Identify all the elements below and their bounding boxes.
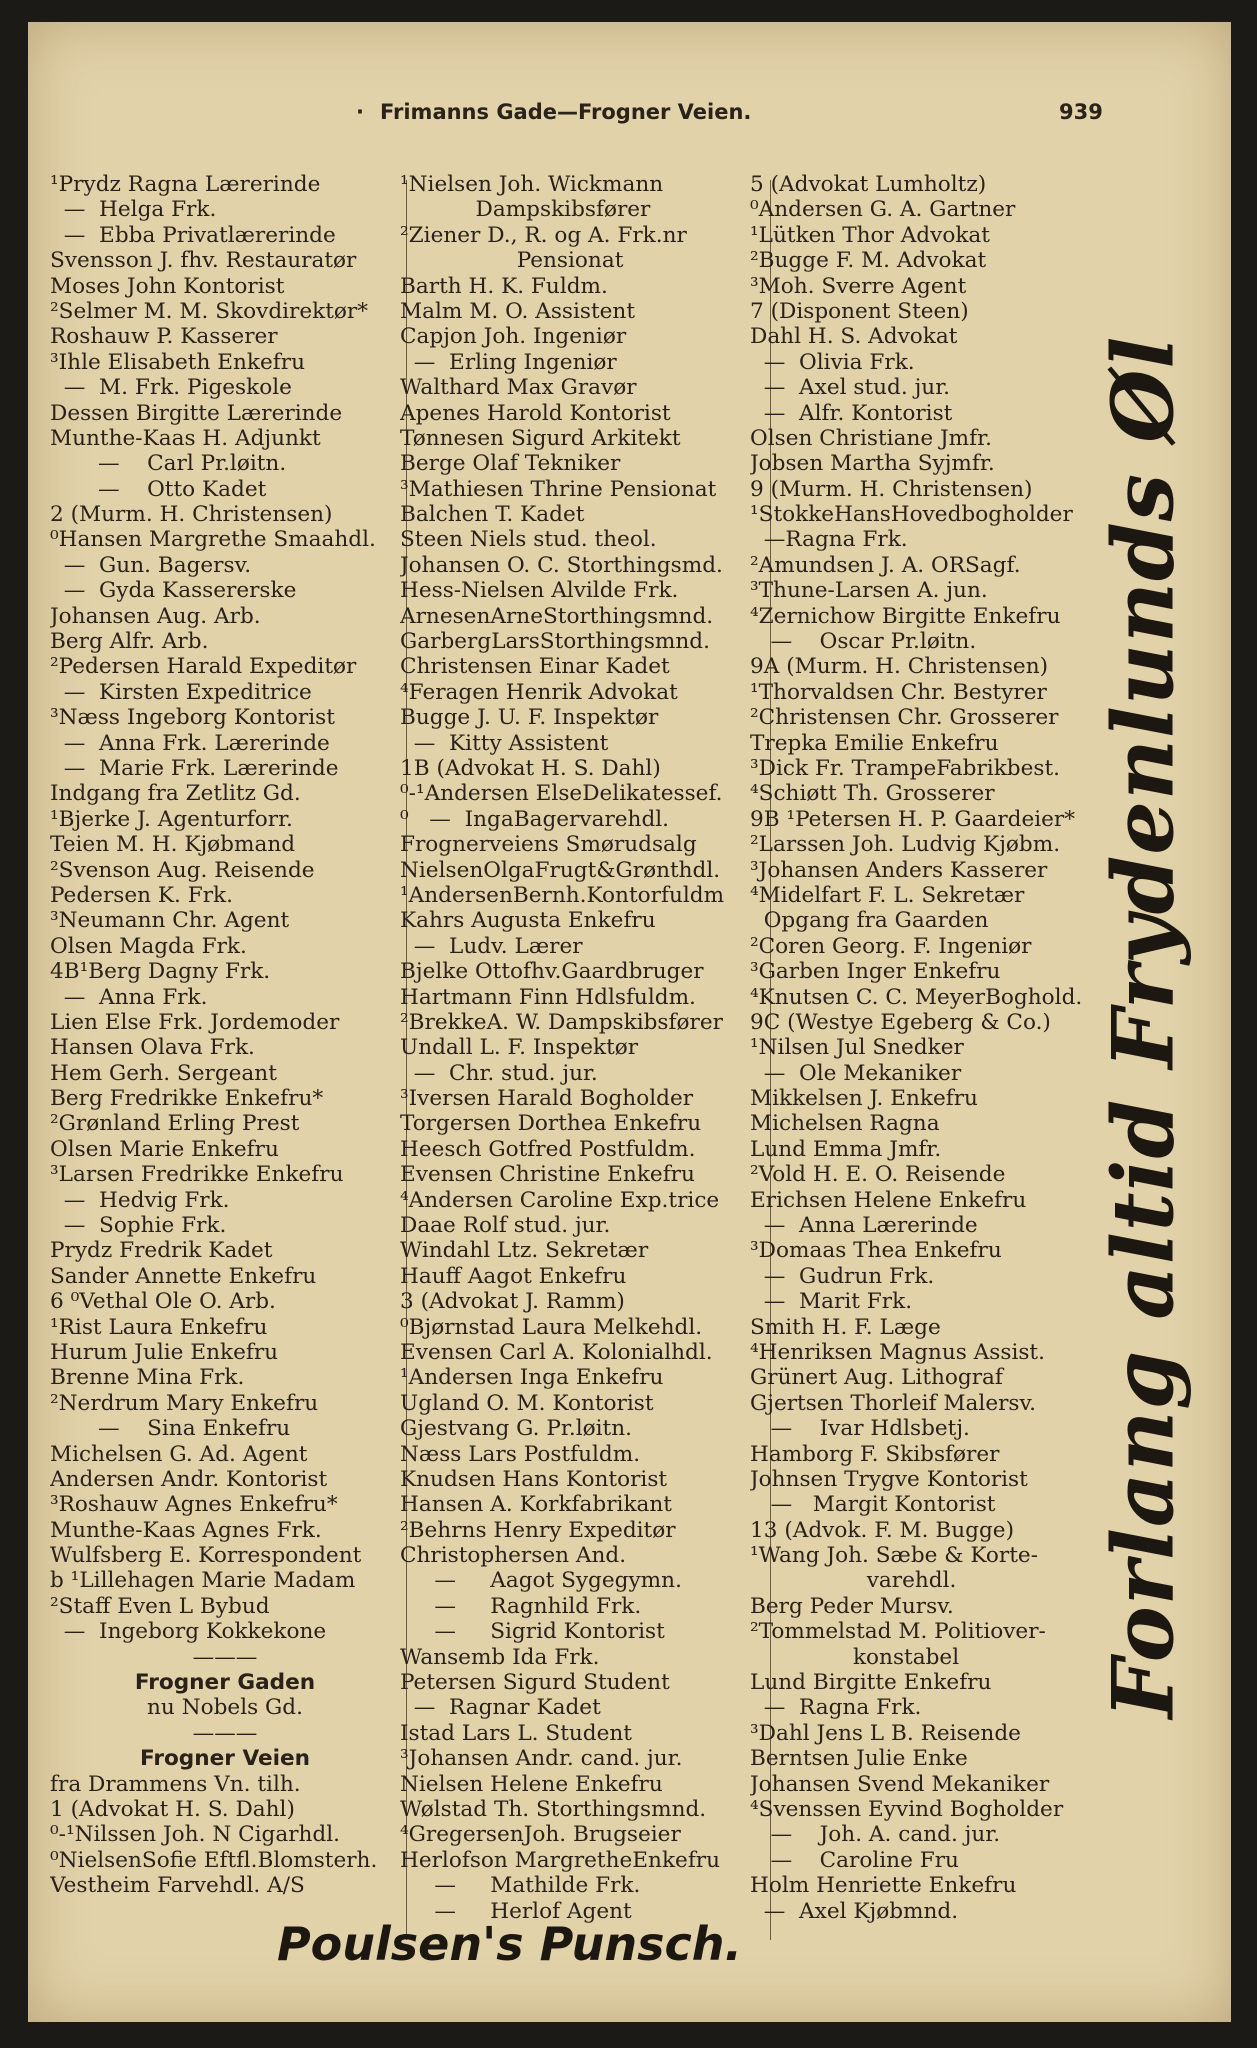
directory-entry: ³Iversen Harald Bogholder xyxy=(400,1086,694,1112)
directory-entry: 2 (Murm. H. Christensen) xyxy=(50,502,333,528)
directory-entry: Smith H. F. Læge xyxy=(750,1314,941,1340)
directory-entry: Berg Peder Mursv. xyxy=(750,1593,954,1619)
frydenlunds-ad-text: Forlang altid Frydenlunds Øl xyxy=(1093,335,1193,1719)
directory-entry: Ugland O. M. Kontorist xyxy=(400,1390,654,1416)
directory-entry: NielsenOlgaFrugt&Grønthdl. xyxy=(400,857,721,883)
directory-entry: fra Drammens Vn. tilh. xyxy=(50,1771,301,1797)
directory-entry: ³Roshauw Agnes Enkefru* xyxy=(50,1492,338,1518)
directory-entry: Roshauw P. Kasserer xyxy=(50,324,278,350)
directory-entry: Hansen Olava Frk. xyxy=(50,1035,255,1061)
directory-entry: Brenne Mina Frk. xyxy=(50,1365,245,1391)
directory-entry: Johnsen Trygve Kontorist xyxy=(750,1466,1028,1492)
directory-entry: Berg Alfr. Arb. xyxy=(50,629,209,655)
directory-entry: Næss Lars Postfuldm. xyxy=(400,1441,641,1467)
directory-entry: Johansen O. C. Storthingsmd. xyxy=(400,552,723,578)
directory-entry: ²Amundsen J. A. ORSagf. xyxy=(750,552,1021,578)
directory-entry: ²Christensen Chr. Grosserer xyxy=(750,705,1059,731)
directory-entry: Christensen Einar Kadet xyxy=(400,654,670,680)
directory-entry: — Hedvig Frk. xyxy=(50,1187,230,1213)
directory-entry: ⁴Henriksen Magnus Assist. xyxy=(750,1339,1045,1365)
directory-entry: — Anna Frk. Lærerinde xyxy=(50,730,330,756)
directory-entry: Andersen Andr. Kontorist xyxy=(50,1466,328,1492)
page-header xyxy=(28,100,1231,134)
directory-entry: ³Neumann Chr. Agent xyxy=(50,908,290,934)
directory-entry: Munthe-Kaas H. Adjunkt xyxy=(50,425,321,451)
directory-entry: — Helga Frk. xyxy=(50,197,217,223)
directory-entry: Tønnesen Sigurd Arkitekt xyxy=(400,425,681,451)
directory-entry: ¹Lütken Thor Advokat xyxy=(750,222,990,248)
directory-entry: — Ebba Privatlærerinde xyxy=(50,222,336,248)
directory-entry: Knudsen Hans Kontorist xyxy=(400,1466,668,1492)
directory-entry: — Joh. A. cand. jur. xyxy=(750,1822,1001,1848)
directory-entry: ³Moh. Sverre Agent xyxy=(750,273,967,299)
directory-entry: 13 (Advok. F. M. Bugge) xyxy=(750,1517,1015,1543)
directory-entry: Sander Annette Enkefru xyxy=(50,1263,317,1289)
directory-entry: ¹Prydz Ragna Lærerinde xyxy=(50,172,321,197)
directory-entry: Gjestvang G. Pr.løitn. xyxy=(400,1416,632,1442)
directory-entry: ³Dahl Jens L B. Reisende xyxy=(750,1720,1021,1746)
directory-entry: Frognerveiens Smørudsalg xyxy=(400,832,697,858)
directory-entry: — Anna Lærerinde xyxy=(750,1213,978,1239)
directory-entry: 9A (Murm. H. Christensen) xyxy=(750,654,1049,680)
directory-entry: Berge Olaf Tekniker xyxy=(400,451,621,477)
directory-entry: — Chr. stud. jur. xyxy=(400,1060,598,1086)
directory-entry: ³Dick Fr. TrampeFabrikbest. xyxy=(750,755,1061,781)
directory-entry: — Sigrid Kontorist xyxy=(400,1619,665,1645)
directory-entry: Gjertsen Thorleif Malersv. xyxy=(750,1390,1037,1416)
directory-entry: Olsen Magda Frk. xyxy=(50,933,247,959)
directory-entry: ³Ihle Elisabeth Enkefru xyxy=(50,349,305,375)
directory-entry: — Alfr. Kontorist xyxy=(750,400,953,426)
directory-entry: Lund Emma Jmfr. xyxy=(750,1136,942,1162)
directory-entry: Michelsen G. Ad. Agent xyxy=(50,1441,308,1467)
directory-entry: — Ingeborg Kokkekone xyxy=(50,1619,327,1645)
directory-entry: ³Larsen Fredrikke Enkefru xyxy=(50,1162,344,1188)
directory-entry: konstabel xyxy=(750,1644,960,1670)
directory-entry: Hess-Nielsen Alvilde Frk. xyxy=(400,578,679,604)
directory-entry: Johansen Aug. Arb. xyxy=(50,603,261,629)
directory-entry: Erichsen Helene Enkefru xyxy=(750,1187,1027,1213)
directory-entry: Torgersen Dorthea Enkefru xyxy=(400,1111,702,1137)
directory-entry: — Axel Kjøbmnd. xyxy=(750,1898,959,1924)
directory-entry: Walthard Max Gravør xyxy=(400,375,637,401)
directory-entry: Dampskibsfører xyxy=(400,197,651,223)
directory-entry: ²Vold H. E. O. Reisende xyxy=(750,1162,1006,1188)
directory-entry: ²Svenson Aug. Reisende xyxy=(50,857,315,883)
directory-entry: 3 (Advokat J. Ramm) xyxy=(400,1289,625,1315)
directory-entry: Jobsen Martha Syjmfr. xyxy=(750,451,995,477)
directory-entry: Pedersen K. Frk. xyxy=(50,882,234,908)
directory-entry: Indgang fra Zetlitz Gd. xyxy=(50,781,301,807)
directory-entry: ⁴Schiøtt Th. Grosserer xyxy=(750,781,995,807)
directory-entry: Petersen Sigurd Student xyxy=(400,1670,670,1696)
directory-entry: ¹Bjerke J. Agenturforr. xyxy=(50,806,293,832)
directory-entry: Trepka Emilie Enkefru xyxy=(750,730,999,756)
directory-entry: Heesch Gotfred Postfuldm. xyxy=(400,1136,696,1162)
directory-entry: Dahl H. S. Advokat xyxy=(750,324,958,350)
directory-entry: Hansen A. Korkfabrikant xyxy=(400,1492,672,1518)
directory-entry: —Ragna Frk. xyxy=(750,527,908,553)
directory-entry: Malm M. O. Assistent xyxy=(400,298,636,324)
directory-entry: ⁴Midelfart F. L. Sekretær xyxy=(750,882,1025,908)
directory-entry: — Kitty Assistent xyxy=(400,730,609,756)
directory-entry: Michelsen Ragna xyxy=(750,1111,940,1137)
directory-entry: — Ludv. Lærer xyxy=(400,933,583,959)
directory-entry: — Carl Pr.løitn. xyxy=(50,451,287,477)
directory-entry: ²Pedersen Harald Expeditør xyxy=(50,654,357,680)
directory-entry: ¹Rist Laura Enkefru xyxy=(50,1314,268,1340)
column-2 xyxy=(400,172,770,1924)
directory-entry: Hem Gerh. Sergeant xyxy=(50,1060,277,1086)
directory-entry: ⁴Andersen Caroline Exp.trice xyxy=(400,1187,720,1213)
bottom-advertisement xyxy=(28,1917,1231,1971)
directory-entry: — Herlof Agent xyxy=(400,1898,632,1924)
directory-entry: ⁴GregersenJoh. Brugseier xyxy=(400,1822,681,1848)
directory-entry: 6 ⁰Vethal Ole O. Arb. xyxy=(50,1289,276,1315)
directory-entry: — Kirsten Expeditrice xyxy=(50,679,312,705)
directory-entry: ¹Wang Joh. Sæbe & Korte- xyxy=(750,1543,1039,1569)
directory-entry: ¹AndersenBernh.Kontorfuldm xyxy=(400,882,725,908)
directory-entry: ¹Nielsen Joh. Wickmann xyxy=(400,172,664,197)
directory-entry: Barth H. K. Fuldm. xyxy=(400,273,608,299)
directory-entry: Dessen Birgitte Lærerinde xyxy=(50,400,343,426)
directory-entry: — Ragna Frk. xyxy=(750,1695,922,1721)
directory-entry: Steen Niels stud. theol. xyxy=(400,527,657,553)
directory-entry: Frogner Veien xyxy=(139,1746,311,1772)
directory-entry: — Ragnhild Frk. xyxy=(400,1593,642,1619)
directory-entry: ⁴Feragen Henrik Advokat xyxy=(400,679,678,705)
directory-entry: ¹StokkeHansHovedbogholder xyxy=(750,502,1073,528)
directory-entry: Hurum Julie Enkefru xyxy=(50,1339,279,1365)
directory-entry: 9C (Westye Egeberg & Co.) xyxy=(750,1009,1051,1035)
directory-entry: Holm Henriette Enkefru xyxy=(750,1873,1017,1899)
directory-entry: ⁰Hansen Margrethe Smaahdl. xyxy=(50,527,376,553)
directory-entry: ——— xyxy=(192,1644,258,1670)
directory-entry: — Sophie Frk. xyxy=(50,1213,227,1239)
directory-entry: ⁴Zernichow Birgitte Enkefru xyxy=(750,603,1061,629)
directory-entry: ¹Thorvaldsen Chr. Bestyrer xyxy=(750,679,1047,705)
directory-entry: — Olivia Frk. xyxy=(750,349,915,375)
directory-entry: ⁴Svenssen Eyvind Bogholder xyxy=(750,1797,1064,1822)
directory-entry: ⁰Andersen G. A. Gartner xyxy=(750,197,1016,223)
directory-entry: — Caroline Fru xyxy=(750,1847,959,1873)
header-dot: · xyxy=(356,100,364,124)
directory-entry: — Axel stud. jur. xyxy=(750,375,951,401)
directory-entry: ⁰-¹Andersen ElseDelikatessef. xyxy=(400,781,723,807)
directory-entry: — Oscar Pr.løitn. xyxy=(750,629,977,655)
directory-entry: — Gun. Bagersv. xyxy=(50,552,252,578)
directory-entry: Hamborg F. Skibsfører xyxy=(750,1441,1000,1467)
directory-entry: Hauff Aagot Enkefru xyxy=(400,1263,627,1289)
directory-entry: — Erling Ingeniør xyxy=(400,349,617,375)
directory-entry: ¹Nilsen Jul Snedker xyxy=(750,1035,964,1061)
directory-entry: ²Staff Even L Bybud xyxy=(50,1593,270,1619)
directory-entry: ²Nerdrum Mary Enkefru xyxy=(50,1390,319,1416)
directory-entry: ³Johansen Anders Kasserer xyxy=(750,857,1048,883)
directory-entry: ⁰NielsenSofie Eftfl.Blomsterh. xyxy=(50,1847,378,1873)
directory-entry: ⁴Knutsen C. C. MeyerBoghold. xyxy=(750,984,1083,1010)
directory-entry: Evensen Christine Enkefru xyxy=(400,1162,695,1188)
directory-entry: ³Johansen Andr. cand. jur. xyxy=(400,1746,683,1772)
directory-entry: Olsen Christiane Jmfr. xyxy=(750,425,992,451)
directory-entry: 1 (Advokat H. S. Dahl) xyxy=(50,1797,295,1822)
directory-entry: — Ivar Hdlsbetj. xyxy=(750,1416,970,1442)
directory-page xyxy=(28,22,1231,2022)
directory-entry: Mikkelsen J. Enkefru xyxy=(750,1086,978,1112)
directory-entry: ²Behrns Henry Expeditør xyxy=(400,1517,676,1543)
directory-entry: ²BrekkeA. W. Dampskibsfører xyxy=(400,1009,723,1035)
directory-entry: ²Coren Georg. F. Ingeniør xyxy=(750,933,1032,959)
directory-entry: Opgang fra Gaarden xyxy=(750,908,989,934)
page-number: 939 xyxy=(1059,100,1103,124)
directory-entry: ArnesenArneStorthingsmnd. xyxy=(400,603,714,629)
directory-entry: ³Thune-Larsen A. jun. xyxy=(750,578,988,604)
directory-entry: ³Mathiesen Thrine Pensionat xyxy=(400,476,717,502)
directory-entry: 7 (Disponent Steen) xyxy=(750,298,969,324)
directory-entry: 4B¹Berg Dagny Frk. xyxy=(50,959,271,985)
vertical-advertisement xyxy=(1078,335,1208,1719)
directory-entry: Apenes Harold Kontorist xyxy=(400,400,671,426)
directory-entry: 9 (Murm. H. Christensen) xyxy=(750,476,1033,502)
directory-entry: Kahrs Augusta Enkefru xyxy=(400,908,656,934)
directory-entry: — Anna Frk. xyxy=(50,984,208,1010)
directory-entry: Undall L. F. Inspektør xyxy=(400,1035,639,1061)
column-1 xyxy=(50,172,400,1899)
directory-entry: 1B (Advokat H. S. Dahl) xyxy=(400,755,661,781)
directory-entry: varehdl. xyxy=(750,1568,957,1594)
directory-entry: — Aagot Sygegymn. xyxy=(400,1568,682,1594)
directory-entry: Wansemb Ida Frk. xyxy=(400,1644,600,1670)
directory-entry: Daae Rolf stud. jur. xyxy=(400,1213,611,1239)
directory-entry: — Ragnar Kadet xyxy=(400,1695,601,1721)
directory-entry: ²Ziener D., R. og A. Frk.nr xyxy=(400,222,687,248)
directory-entry: Hartmann Finn Hdlsfuldm. xyxy=(400,984,696,1010)
directory-entry: Moses John Kontorist xyxy=(50,273,285,299)
directory-entry: Berntsen Julie Enke xyxy=(750,1746,968,1772)
directory-entry: Nielsen Helene Enkefru xyxy=(400,1771,663,1797)
directory-entry: Herlofson MargretheEnkefru xyxy=(400,1847,721,1873)
directory-entry: ¹Andersen Inga Enkefru xyxy=(400,1365,664,1391)
directory-entry: ³Domaas Thea Enkefru xyxy=(750,1238,1002,1264)
directory-entry: — Marit Frk. xyxy=(750,1289,913,1315)
directory-entry: Windahl Ltz. Sekretær xyxy=(400,1238,649,1264)
directory-entry: Munthe-Kaas Agnes Frk. xyxy=(50,1517,322,1543)
directory-entry: Wulfsberg E. Korrespondent xyxy=(50,1543,362,1569)
directory-entry: ²Grønland Erling Prest xyxy=(50,1111,300,1137)
poulsens-punsch-ad-text: Poulsen's Punsch. xyxy=(276,1917,743,1971)
directory-entry: nu Nobels Gd. xyxy=(147,1695,303,1721)
directory-entry: Grünert Aug. Lithograf xyxy=(750,1365,1003,1391)
directory-entry: Berg Fredrikke Enkefru* xyxy=(50,1086,324,1112)
directory-entry: ²Bugge F. M. Advokat xyxy=(750,248,987,274)
directory-entry: ——— xyxy=(192,1720,258,1746)
directory-entry: b ¹Lillehagen Marie Madam xyxy=(50,1568,356,1594)
directory-entry: — Margit Kontorist xyxy=(750,1492,996,1518)
directory-entry: GarbergLarsStorthingsmnd. xyxy=(400,629,710,655)
directory-entry: Teien M. H. Kjøbmand xyxy=(50,832,296,858)
directory-entry: Balchen T. Kadet xyxy=(400,502,585,528)
directory-entry: 5 (Advokat Lumholtz) xyxy=(750,172,987,197)
directory-entry: ⁰-¹Nilssen Joh. N Cigarhdl. xyxy=(50,1822,341,1848)
directory-entry: Bjelke Ottofhv.Gaardbruger xyxy=(400,959,704,985)
directory-entry: — Mathilde Frk. xyxy=(400,1873,641,1899)
directory-entry: — M. Frk. Pigeskole xyxy=(50,375,292,401)
directory-entry: ³Næss Ingeborg Kontorist xyxy=(50,705,335,731)
directory-entry: ²Larssen Joh. Ludvig Kjøbm. xyxy=(750,832,1061,858)
directory-entry: Istad Lars L. Student xyxy=(400,1720,632,1746)
directory-entry: — Otto Kadet xyxy=(50,476,267,502)
directory-entry: ³Garben Inger Enkefru xyxy=(750,959,1001,985)
directory-entry: Frogner Gaden xyxy=(134,1670,316,1696)
running-title: Frimanns Gade—Frogner Veien. xyxy=(380,100,752,124)
directory-entry: — Ole Mekaniker xyxy=(750,1060,962,1086)
directory-entry: Vestheim Farvehdl. A/S xyxy=(50,1873,305,1899)
directory-entry: — Sina Enkefru xyxy=(50,1416,291,1442)
directory-entry: Bugge J. U. F. Inspektør xyxy=(400,705,659,731)
directory-entry: Johansen Svend Mekaniker xyxy=(750,1771,1050,1797)
directory-entry: Svensson J. fhv. Restauratør xyxy=(50,248,357,274)
directory-entry: — Marie Frk. Lærerinde xyxy=(50,755,339,781)
directory-entry: Lund Birgitte Enkefru xyxy=(750,1670,992,1696)
directory-entry: ⁰Bjørnstad Laura Melkehdl. xyxy=(400,1314,703,1340)
directory-entry: Olsen Marie Enkefru xyxy=(50,1136,279,1162)
directory-entry: ²Selmer M. M. Skovdirektør* xyxy=(50,298,369,324)
directory-entry: — Gyda Kassererske xyxy=(50,578,297,604)
directory-entry: — Gudrun Frk. xyxy=(750,1263,935,1289)
directory-entry: Christophersen And. xyxy=(400,1543,627,1569)
directory-entry: Lien Else Frk. Jordemoder xyxy=(50,1009,340,1035)
directory-entry: ⁰ — IngaBagervarehdl. xyxy=(400,806,670,832)
directory-entry: Pensionat xyxy=(400,248,624,274)
directory-entry: Wølstad Th. Storthingsmnd. xyxy=(400,1797,707,1822)
directory-entry: ²Tommelstad M. Politiover- xyxy=(750,1619,1046,1645)
directory-entry: Capjon Joh. Ingeniør xyxy=(400,324,627,350)
directory-entry: 9B ¹Petersen H. P. Gaardeier* xyxy=(750,806,1076,832)
directory-entry: Evensen Carl A. Kolonialhdl. xyxy=(400,1339,713,1365)
directory-entry: Prydz Fredrik Kadet xyxy=(50,1238,273,1264)
